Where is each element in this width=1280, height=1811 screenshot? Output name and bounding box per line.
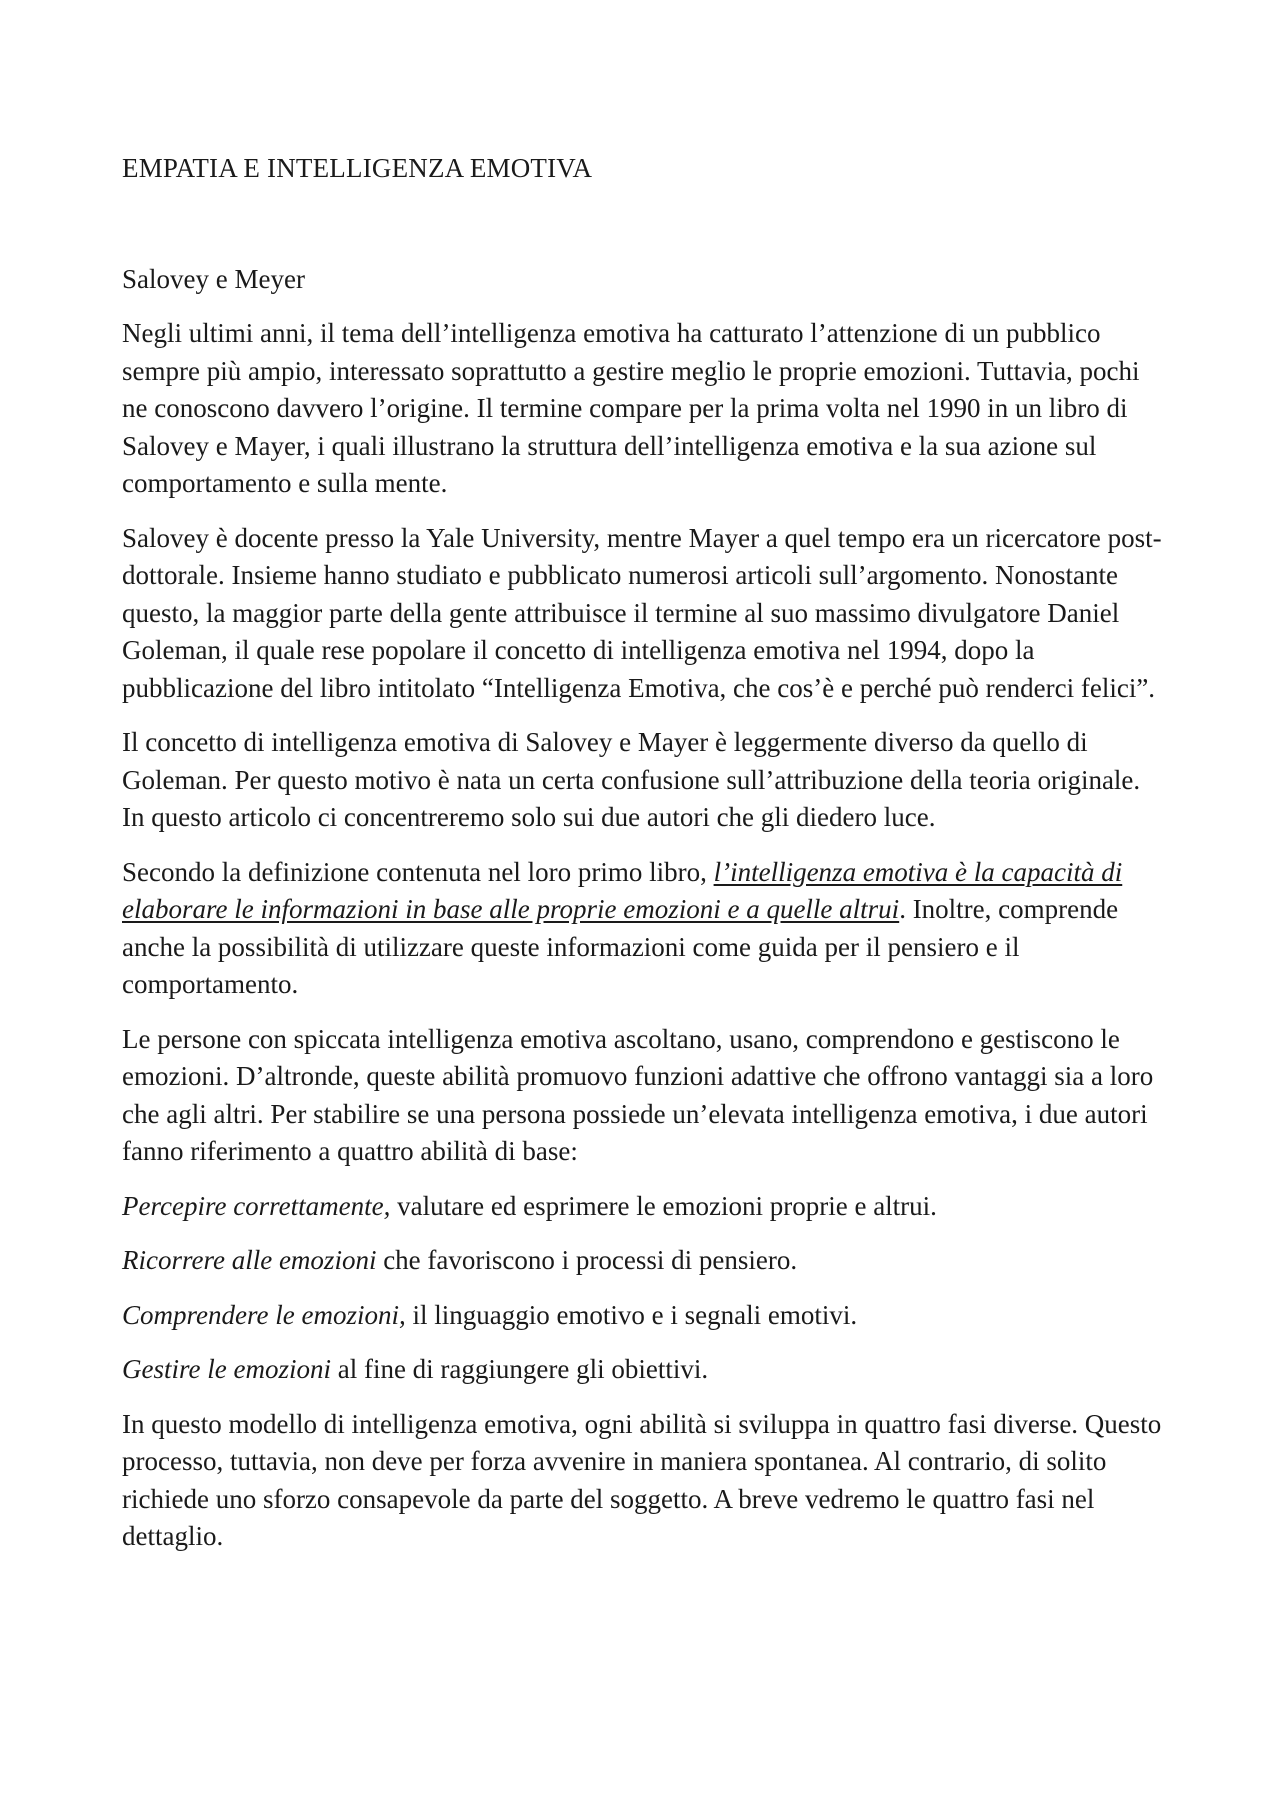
ability-item (122, 1188, 1167, 1226)
definition-intro: Secondo la definizione contenuta nel loro primo libro, (122, 856, 714, 887)
ability-item (122, 1297, 1167, 1335)
paragraph-abilities-intro: Le persone con spiccata intelligenza emotiva ascoltano, usano, comprendono e gestiscono le emozioni. D’altronde, queste abilità promuovo funzioni adattive che offrono vantaggi sia a loro che agli altri. Per stabilire se una persona possiede un’elevata intelligenza emotiva, i due autori fanno riferimento a quattro abilità di base: (122, 1023, 1154, 1166)
document-content (122, 150, 1167, 1556)
paragraph-origin: Negli ultimi anni, il tema dell’intelligenza emotiva ha catturato l’attenzione di un pubblico sempre più ampio, interessato soprattutto a gestire meglio le proprie emozioni. Tuttavia, pochi ne conoscono davvero l’origine. Il termine compare per la prima volta nel 1990 in un libro di Salovey e Mayer, i quali illustrano la struttura dell’intelligenza emotiva e la sua azione sul comportamento e sulla mente. (122, 318, 1140, 498)
document-title: EMPATIA E INTELLIGENZA EMOTIVA (122, 153, 593, 183)
definition-emphasis: l’intelligenza emotiva è la capacità di elaborare le informazioni in base alle proprie emozioni e a quelle altrui (122, 856, 1123, 924)
ability-text: al fine di raggiungere gli obiettivi. (330, 1354, 709, 1384)
ability-text: che favoriscono i processi di pensiero. (376, 1245, 798, 1275)
definition-rest: . Inoltre, comprende anche la possibilità di utilizzare queste informazioni come guida per il pensiero e il comportamento. (122, 894, 1119, 999)
ability-item (122, 1351, 1167, 1389)
ability-lead: Ricorrere alle emozioni (122, 1245, 377, 1275)
ability-lead: Percepire correttamente, (122, 1190, 391, 1221)
ability-text: il linguaggio emotivo e i segnali emotivi. (405, 1299, 858, 1330)
paragraph-goleman-difference: Il concetto di intelligenza emotiva di Salovey e Mayer è leggermente diverso da quello di Goleman. Per questo motivo è nata un certa confusione sull’attribuzione della teoria originale. In questo articolo ci concentreremo solo sui due autori che gli diedero luce. (122, 727, 1141, 832)
ability-lead: Comprendere le emozioni, (122, 1299, 406, 1330)
section-subtitle: Salovey e Meyer (122, 263, 305, 294)
paragraph-definition (122, 854, 1167, 1004)
ability-lead: Gestire le emozioni (122, 1354, 331, 1384)
paragraph-authors: Salovey è docente presso la Yale University, mentre Mayer a quel tempo era un ricercatore post-dottorale. Insieme hanno studiato e pubblicato numerosi articoli sull’argomento. Nonostante questo, la maggior parte della gente attribuisce il termine al suo massimo divulgatore Daniel Goleman, il quale rese popolare il concetto di intelligenza emotiva nel 1994, dopo la pubblicazione del libro intitolato “Intelligenza Emotiva, che cos’è e perché può renderci felici”. (122, 522, 1162, 703)
ability-text: valutare ed esprimere le emozioni proprie e altrui. (390, 1190, 937, 1221)
ability-item (122, 1242, 1167, 1280)
paragraph-phases: In questo modello di intelligenza emotiva, ogni abilità si sviluppa in quattro fasi diverse. Questo processo, tuttavia, non deve per forza avvenire in maniera spontanea. Al contrario, di solito richiede uno sforzo consapevole da parte del soggetto. A breve vedremo le quattro fasi nel dettaglio. (122, 1408, 1162, 1551)
